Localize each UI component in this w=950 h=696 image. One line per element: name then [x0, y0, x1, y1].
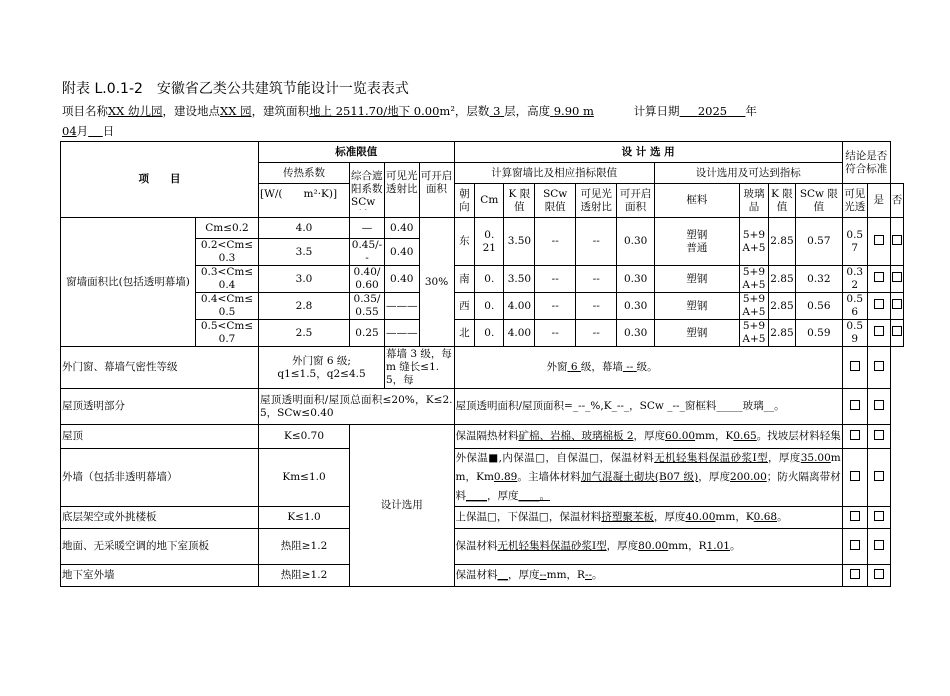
window-k: 2.5: [259, 320, 350, 347]
header-heat-unit: [W/( m²·K)]: [259, 184, 350, 218]
header-no: 否: [890, 184, 904, 218]
window-vis: 0.40: [385, 218, 420, 239]
scwv-east: 0.57: [795, 218, 842, 266]
cm-east: 0.21: [475, 218, 504, 266]
text-run: ，厚度: [508, 569, 540, 581]
basement-label: 地下室外墙: [61, 565, 259, 587]
text-run: 保温隔热材料: [455, 429, 519, 442]
date-label: 计算日期: [633, 104, 680, 118]
airtight-limit: 外门窗 6 级; q1≤1.5，q2≤4.5: [259, 347, 385, 389]
checkbox-yes[interactable]: [842, 425, 867, 449]
area-label: ，建筑面积: [251, 104, 310, 118]
location-label: ，建设地点: [162, 104, 221, 118]
roof-trans-label: 屋顶透明部分: [61, 389, 259, 425]
window-range: 0.4<Cm≤0.5: [196, 293, 259, 320]
floor-label: 底层架空或外挑楼板: [61, 507, 259, 529]
text-run: ，厚度: [487, 490, 519, 502]
scwlim-east: --: [535, 218, 575, 266]
checkbox-yes[interactable]: [842, 389, 867, 425]
visv-north: 0.59: [842, 320, 867, 347]
checkbox-yes[interactable]: [842, 347, 867, 389]
filled-value: --: [539, 569, 547, 581]
window-k: 3.5: [259, 239, 350, 266]
wall-label: 外墙（包括非透明幕墙）: [61, 449, 259, 507]
window-k: 4.0: [259, 218, 350, 239]
project-info-line: [62, 101, 757, 121]
month-value: 04: [62, 124, 77, 138]
header-item: 项 目: [61, 142, 259, 218]
checkbox-yes[interactable]: [867, 218, 890, 266]
wall-design: [454, 449, 842, 507]
visv-west: 0.56: [842, 293, 867, 320]
frame-west: 塑钢: [654, 293, 739, 320]
filled-value: 挤塑聚苯板: [601, 511, 654, 523]
checkbox-yes[interactable]: [867, 266, 890, 293]
filled-value: 80.00: [638, 540, 669, 552]
height-unit: m: [583, 104, 594, 118]
checkbox-no[interactable]: [867, 565, 890, 587]
text-run: ；防火隔离带材料: [455, 471, 841, 502]
ground-limit: 热阻≥1.2: [259, 529, 350, 565]
filled-value: 1.01: [706, 540, 730, 552]
text-run: mm，R: [668, 540, 707, 552]
project-info-line-2: [62, 121, 114, 141]
roof-limit: K≤0.70: [259, 425, 350, 449]
scwv-north: 0.59: [795, 320, 842, 347]
cm-south: 0.: [475, 266, 504, 293]
window-range: 0.3<Cm≤0.4: [196, 266, 259, 293]
window-vis: ———: [385, 320, 420, 347]
klim-north: 4.00: [504, 320, 535, 347]
year-value: 2025: [697, 104, 728, 118]
month-unit: 月: [76, 124, 89, 138]
window-vis: 0.40: [385, 266, 420, 293]
airtight-curtain: 幕墙 3 级，每 m 缝长≤1.5，每: [385, 347, 455, 389]
header-frame: 框料: [654, 184, 739, 218]
day-value: [88, 124, 103, 138]
klim-east: 3.50: [504, 218, 535, 266]
filled-value: 无机轻集料保温砂浆Ⅰ型: [497, 540, 607, 552]
checkbox-yes[interactable]: [842, 507, 867, 529]
kv-east: 2.85: [768, 218, 795, 266]
header-shading: 综合遮阳系数 SCw: [350, 163, 385, 218]
scwv-south: 0.32: [795, 266, 842, 293]
klim-west: 4.00: [504, 293, 535, 320]
filled-value: ____。: [518, 490, 550, 502]
filled-value: __: [497, 569, 508, 581]
kv-south: 2.85: [768, 266, 795, 293]
filled-value: 200.00: [730, 471, 767, 483]
filled-value: 0.89: [493, 471, 518, 483]
header-design: 设 计 选 用: [454, 142, 842, 163]
header-open-area: 可开启面积: [617, 184, 654, 218]
filled-value: 40.00: [685, 511, 716, 523]
header-heat-coef: 传热系数: [259, 163, 350, 184]
vislim-south: --: [575, 266, 617, 293]
klim-south: 3.50: [504, 266, 535, 293]
project-name-label: 项目名称: [62, 104, 108, 118]
text-run: 保温材料: [455, 540, 498, 552]
text-run: 。: [729, 540, 741, 552]
ground-design: [454, 529, 842, 565]
header-scw-limit: SCw 限值: [535, 184, 575, 218]
window-range: 0.2<Cm≤0.3: [196, 239, 259, 266]
glass-west: 5+9A+5: [739, 293, 768, 320]
area-unit: m²，层数: [439, 104, 490, 118]
checkbox-no[interactable]: [890, 266, 904, 293]
filled-value: 矿棉、岩棉、玻璃棉板 2: [518, 429, 634, 442]
cm-north: 0.: [475, 320, 504, 347]
cm-west: 0.: [475, 293, 504, 320]
window-scw: 0.40/0.60: [350, 266, 385, 293]
header-limits: 标准限值: [259, 142, 455, 163]
checkbox-no[interactable]: [867, 347, 890, 389]
text-run: 外保温■,内保温□，自保温□，保温材料: [455, 452, 655, 464]
window-open-limit: 30%: [419, 218, 454, 347]
open-south: 0.30: [617, 266, 654, 293]
roof-label: 屋顶: [61, 425, 259, 449]
filled-value: 加气混凝土砌块(B07 级): [580, 471, 699, 483]
floor-design: [454, 507, 842, 529]
checkbox-yes[interactable]: [842, 449, 867, 507]
checkbox-no[interactable]: [890, 320, 904, 347]
filled-value: 60.00: [665, 429, 696, 442]
text-run: mm，Km: [455, 452, 841, 483]
window-scw: 0.25: [350, 320, 385, 347]
window-scw: —: [350, 218, 385, 239]
window-scw: 0.35/0.55: [350, 293, 385, 320]
header-glass: 玻璃品: [739, 184, 768, 218]
text-run: 。找坡层材料轻集: [756, 429, 841, 442]
text-run: mm，K: [715, 511, 754, 523]
filled-value: 0.68: [753, 511, 778, 523]
airtight-design: 外窗 6 级，幕墙 -- 级。: [454, 347, 842, 389]
basement-limit: 热阻≥1.2: [259, 565, 350, 587]
window-range: Cm≤0.2: [196, 218, 259, 239]
vislim-west: --: [575, 293, 617, 320]
header-vis-ratio: 可见光透射比: [575, 184, 617, 218]
roof-design: [454, 425, 842, 449]
text-run: 上保温□，下保温□，保温材料: [455, 511, 602, 523]
scwlim-south: --: [535, 266, 575, 293]
window-scw: 0.45/--: [350, 239, 385, 266]
window-range: 0.5<Cm≤0.7: [196, 320, 259, 347]
window-vis: 0.40: [385, 239, 420, 266]
frame-north: 塑钢: [654, 320, 739, 347]
text-run: ，厚度: [633, 429, 666, 442]
text-run: 。: [592, 569, 603, 581]
checkbox-no[interactable]: [867, 507, 890, 529]
checkbox-no[interactable]: [890, 293, 904, 320]
day-unit: 日: [102, 124, 115, 138]
orient-north: 北: [454, 320, 475, 347]
frame-south: 塑钢: [654, 266, 739, 293]
header-k-val: K 限值: [768, 184, 795, 218]
text-run: ，厚度: [698, 471, 731, 483]
header-cm: Cm: [475, 184, 504, 218]
window-vis: ———: [385, 293, 420, 320]
header-ratio-title: 计算窗墙比及相应指标限值: [454, 163, 654, 184]
open-east: 0.30: [617, 218, 654, 266]
text-run: 。主墙体材料: [517, 471, 581, 483]
vislim-north: --: [575, 320, 617, 347]
header-orient: 朝向: [454, 184, 475, 218]
open-west: 0.30: [617, 293, 654, 320]
roof-trans-limit: 屋顶透明面积/屋顶总面积≤20%，K≤2.5，SCw≤0.40: [259, 389, 455, 425]
checkbox-yes[interactable]: [867, 293, 890, 320]
filled-value: --: [584, 569, 593, 581]
floors-value: 3: [493, 104, 501, 118]
checkbox-yes[interactable]: [867, 320, 890, 347]
header-conclusion: 结论是否符合标准: [842, 142, 890, 184]
energy-table: [60, 141, 904, 587]
checkbox-no[interactable]: [867, 449, 890, 507]
text-run: ，厚度: [767, 452, 801, 464]
glass-south: 5+9A+5: [739, 266, 768, 293]
text-run: mm，K: [695, 429, 734, 442]
header-scw-val: SCw 限值: [795, 184, 842, 218]
glass-north: 5+9A+5: [739, 320, 768, 347]
orient-west: 西: [454, 293, 475, 320]
window-group-label: 窗墙面积比(包括透明幕墙): [61, 218, 196, 347]
window-k: 2.8: [259, 293, 350, 320]
text-run: 。: [777, 511, 788, 523]
filled-value: ____: [466, 490, 487, 502]
project-name-value: XX 幼儿园: [108, 104, 163, 118]
kv-west: 2.85: [768, 293, 795, 320]
height-value: 9.90: [553, 104, 580, 118]
airtight-label: 外门窗、幕墙气密性等级: [61, 347, 259, 389]
location-value: XX 园: [220, 104, 252, 118]
text-run: 保温材料: [455, 569, 498, 581]
text-run: mm，R: [546, 569, 585, 581]
scwlim-north: --: [535, 320, 575, 347]
frame-east: 塑钢普通: [654, 218, 739, 266]
scwlim-west: --: [535, 293, 575, 320]
header-openable: 可开启面积: [419, 163, 454, 218]
page-title: 附表 L.0.1-2 安徽省乙类公共建筑节能设计一览表表式: [62, 81, 409, 97]
header-visible: 可见光透射比: [385, 163, 420, 218]
year-unit: 年: [745, 104, 757, 118]
floor-limit: K≤1.0: [259, 507, 350, 529]
floors-unit: 层，高度: [504, 104, 551, 118]
wall-limit: Km≤1.0: [259, 449, 350, 507]
header-vis-val: 可见光透: [842, 184, 867, 218]
checkbox-no[interactable]: [867, 529, 890, 565]
checkbox-no[interactable]: [867, 425, 890, 449]
checkbox-yes[interactable]: [842, 529, 867, 565]
window-k: 3.0: [259, 266, 350, 293]
visv-east: 0.57: [842, 218, 867, 266]
text-run: ，厚度: [653, 511, 686, 523]
visv-south: 0.32: [842, 266, 867, 293]
orient-east: 东: [454, 218, 475, 266]
filled-value: 35.00: [800, 452, 831, 464]
area-value: 地上 2511.70/地下 0.00: [309, 104, 440, 118]
ground-label: 地面、无采暖空调的地下室顶板: [61, 529, 259, 565]
checkbox-no[interactable]: [867, 389, 890, 425]
checkbox-no[interactable]: [890, 218, 904, 266]
header-select-title: 设计选用及可达到指标: [654, 163, 842, 184]
kv-north: 2.85: [768, 320, 795, 347]
orient-south: 南: [454, 266, 475, 293]
scwv-west: 0.56: [795, 293, 842, 320]
design-select-label: 设计选用: [350, 425, 455, 587]
text-run: ，厚度: [606, 540, 639, 552]
filled-value: 无机轻集料保温砂浆Ⅰ型: [654, 452, 768, 464]
header-yes: 是: [867, 184, 890, 218]
open-north: 0.30: [617, 320, 654, 347]
basement-design: [454, 565, 842, 587]
filled-value: 0.65: [733, 429, 757, 442]
vislim-east: --: [575, 218, 617, 266]
checkbox-yes[interactable]: [842, 565, 867, 587]
header-k-limit: K 限值: [504, 184, 535, 218]
glass-east: 5+9A+5: [739, 218, 768, 266]
roof-trans-design: 屋顶透明面积/屋顶面积=_--_%,K_--_，SCw _--_窗框料_____玻璃__。: [454, 389, 842, 425]
